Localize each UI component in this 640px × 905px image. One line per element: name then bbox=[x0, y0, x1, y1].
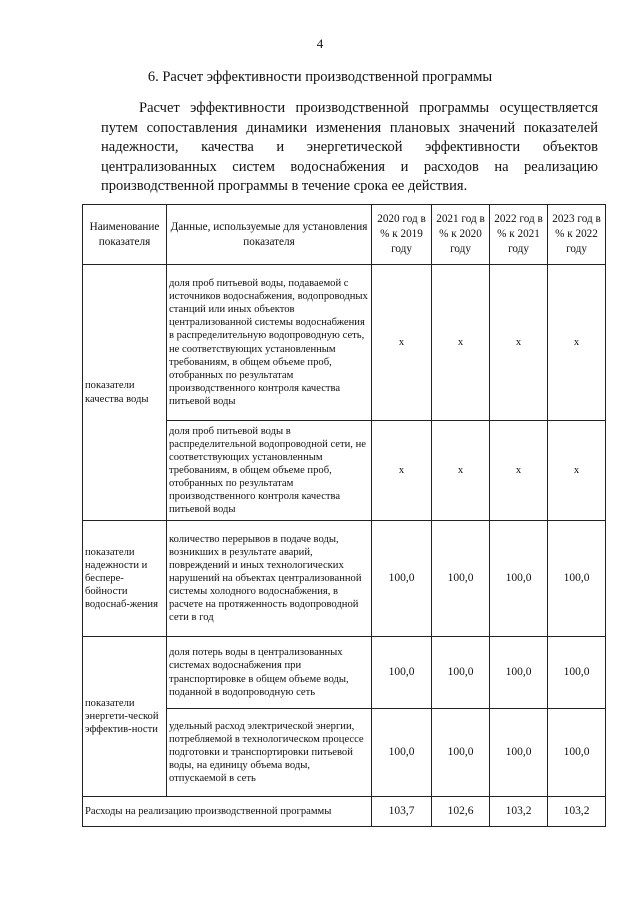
total-2022: 103,2 bbox=[490, 797, 548, 827]
value-2023: 100,0 bbox=[548, 709, 606, 797]
value-2020: 100,0 bbox=[372, 709, 432, 797]
value-2022: 100,0 bbox=[490, 637, 548, 709]
value-2020: х bbox=[372, 265, 432, 421]
value-2021: х bbox=[432, 265, 490, 421]
row-description: доля проб питьевой воды в распределительной водопроводной сети, не соответствующих установленным требованиям, в общем объеме проб, отобранных по результатам производственного контроля качества питьевой воды bbox=[167, 421, 372, 521]
header-2023: 2023 год в % к 2022 году bbox=[548, 205, 606, 265]
intro-paragraph: Расчет эффективности производственной программы осуществляется путем сопоставления динамики изменения плановых значений показателей надежности, качества и энергетической эффективности объектов централизованных систем водоснабжения и расходов на реализацию производственной программы в течение срока ее действия. bbox=[101, 100, 598, 194]
value-2021: 100,0 bbox=[432, 709, 490, 797]
value-2021: х bbox=[432, 421, 490, 521]
row-description: количество перерывов в подаче воды, возникших в результате аварий, повреждений и иных технологических нарушений на объектах централизованной системы холодного водоснабжения, в расчете на протяженность водопроводной сети в год bbox=[167, 521, 372, 637]
total-2020: 103,7 bbox=[372, 797, 432, 827]
value-2023: 100,0 bbox=[548, 521, 606, 637]
group-reliability: показатели надежности и беспере-бойности водоснаб-жения bbox=[83, 521, 167, 637]
value-2022: х bbox=[490, 265, 548, 421]
value-2023: 100,0 bbox=[548, 637, 606, 709]
section-heading: 6. Расчет эффективности производственной программы bbox=[147, 69, 493, 85]
value-2021: 100,0 bbox=[432, 521, 490, 637]
table-row bbox=[83, 265, 606, 421]
value-2022: х bbox=[490, 421, 548, 521]
group-energy: показатели энергети-ческой эффектив-ности bbox=[83, 637, 167, 797]
value-2020: х bbox=[372, 421, 432, 521]
table-header-row bbox=[83, 205, 606, 265]
row-description: доля проб питьевой воды, подаваемой с источников водоснабжения, водопроводных станций или иных объектов централизованной системы водоснабжения в распределительную водопроводную сеть, не соответствующих установленным требованиям, в общем объеме проб, отобранных по результатам производственного контроля качества питьевой воды bbox=[167, 265, 372, 421]
value-2020: 100,0 bbox=[372, 637, 432, 709]
value-2021: 100,0 bbox=[432, 637, 490, 709]
value-2023: х bbox=[548, 421, 606, 521]
header-2021: 2021 год в % к 2020 году bbox=[432, 205, 490, 265]
value-2022: 100,0 bbox=[490, 709, 548, 797]
value-2022: 100,0 bbox=[490, 521, 548, 637]
total-label: Расходы на реализацию производственной программы bbox=[83, 797, 372, 827]
row-description: доля потерь воды в централизованных системах водоснабжения при транспортировке в общем объеме воды, поданной в водопроводную сеть bbox=[167, 637, 372, 709]
table-total-row bbox=[83, 797, 606, 827]
header-name: Наименование показателя bbox=[83, 205, 167, 265]
group-quality: показатели качества воды bbox=[83, 265, 167, 521]
page-number: 4 bbox=[316, 36, 324, 51]
row-description: удельный расход электрической энергии, потребляемой в технологическом процессе подготовки и транспортировки питьевой воды, на единицу объема воды, отпускаемой в сеть bbox=[167, 709, 372, 797]
total-2021: 102,6 bbox=[432, 797, 490, 827]
total-2023: 103,2 bbox=[548, 797, 606, 827]
table-row bbox=[83, 637, 606, 709]
header-data: Данные, используемые для установления показателя bbox=[167, 205, 372, 265]
header-2022: 2022 год в % к 2021 году bbox=[490, 205, 548, 265]
efficiency-table bbox=[82, 204, 606, 827]
value-2020: 100,0 bbox=[372, 521, 432, 637]
value-2023: х bbox=[548, 265, 606, 421]
table-row bbox=[83, 521, 606, 637]
header-2020: 2020 год в % к 2019 году bbox=[372, 205, 432, 265]
